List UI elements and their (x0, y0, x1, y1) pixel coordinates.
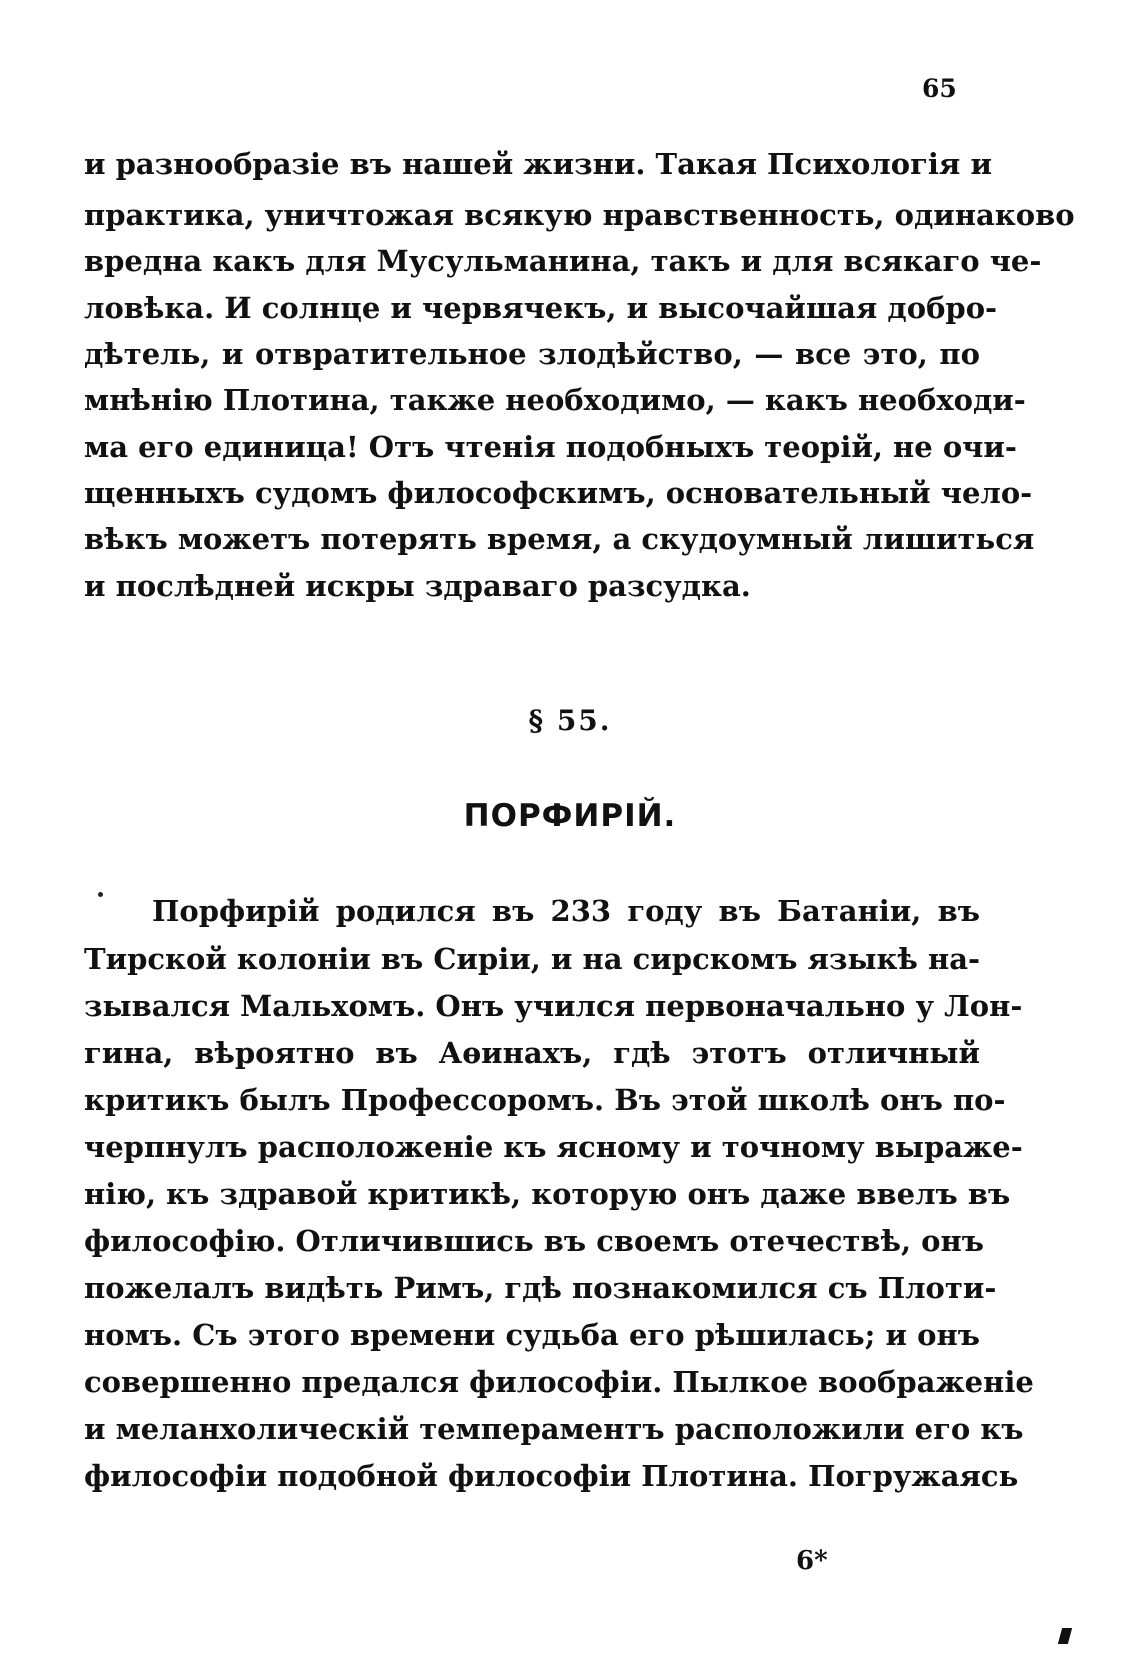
text-line: дѣтель, и отвратительное злодѣйство, — все это, по (84, 337, 980, 371)
text-line: и разнообразіе въ нашей жизни. Такая Психологія и (84, 147, 992, 181)
text-line: гина, вѣроятно въ Аѳинахъ, гдѣ этотъ отличный (84, 1036, 980, 1070)
printer-signature-mark: 6* (796, 1546, 828, 1576)
text-line: черпнулъ расположеніе къ ясному и точному выраже- (84, 1130, 1023, 1164)
text-line: и меланхолическій темпераментъ расположили его къ (84, 1412, 1024, 1446)
text-line: номъ. Съ этого времени судьба его рѣшилась; и онъ (84, 1318, 980, 1352)
text-line: вѣкъ можетъ потерять время, а скудоумный лишиться (84, 522, 1035, 556)
text-line: мнѣнію Плотина, также необходимо, — какъ необходи- (84, 383, 1026, 417)
text-line: и послѣдней искры здраваго разсудка. (84, 569, 751, 603)
text-line: философію. Отличившись въ своемъ отечествѣ, онъ (84, 1224, 984, 1258)
text-line: философіи подобной философіи Плотина. Погружаясь (84, 1459, 1019, 1493)
ink-speck (98, 892, 103, 897)
text-line: совершенно предался философіи. Пылкое воображеніе (84, 1365, 1034, 1399)
text-line: критикъ былъ Профессоромъ. Въ этой школѣ онъ по- (84, 1083, 1006, 1117)
text-line: щенныхъ судомъ философскимъ, основательный чело- (84, 476, 1033, 510)
text-line: вредна какъ для Мусульманина, такъ и для всякаго че- (84, 244, 1042, 278)
text-line: Тирской колоніи въ Сиріи, и на сирскомъ языкѣ на- (84, 942, 981, 976)
page-number: 65 (922, 74, 957, 103)
text-line: ловѣка. И солнце и червячекъ, и высочайшая добро- (84, 291, 998, 325)
section-number: § 55. (528, 704, 612, 737)
text-line: пожелалъ видѣть Римъ, гдѣ познакомился съ Плоти- (84, 1271, 997, 1305)
text-line: практика, уничтожая всякую нравственность, одинаково (84, 198, 1075, 232)
text-line: нію, къ здравой критикѣ, которую онъ даже ввелъ въ (84, 1177, 1011, 1211)
page-edge-mark (1058, 1628, 1072, 1644)
text-line: Порфирій родился въ 233 году въ Батаніи, въ (152, 894, 980, 928)
text-line: зывался Мальхомъ. Онъ учился первоначально у Лон- (84, 989, 1023, 1023)
section-title: ПОРФИРІЙ. (463, 798, 677, 834)
text-line: ма его единица! Отъ чтенія подобныхъ теорій, не очи- (84, 430, 1017, 464)
